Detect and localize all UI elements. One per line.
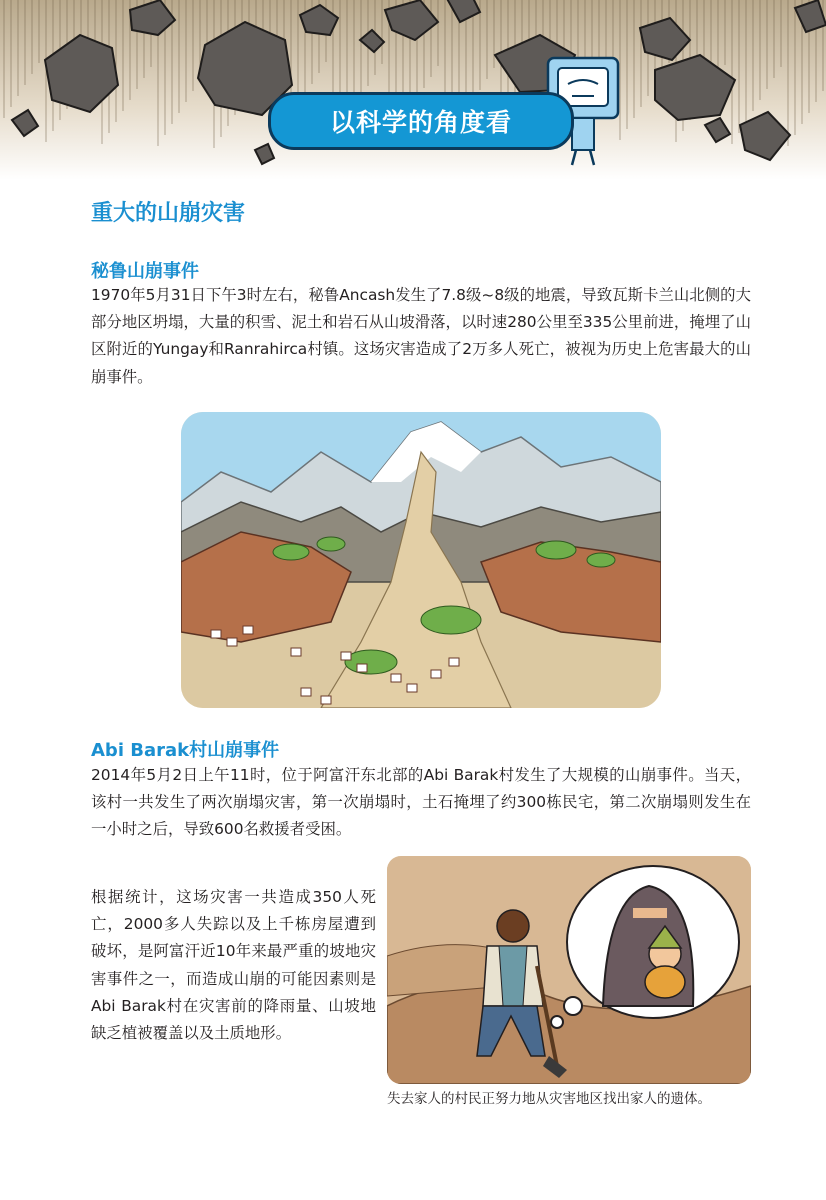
falling-rocks-illustration — [0, 0, 826, 180]
villager-searching-illustration — [387, 856, 751, 1084]
peru-paragraph: 1970年5月31日下午3时左右，秘鲁Ancash发生了7.8级~8级的地震，导致瓦斯卡兰山北侧的大部分地区坍塌，大量的积雪、泥土和岩石从山坡滑落，以时速280公里至335公里前进，掩埋了山区附近的Yungay和Ranrahirca村镇。这场灾害造成了2万多人死亡，被视为历史上危害最大的山崩事件。 — [91, 286, 751, 386]
badge-title: 以科学的角度看 — [329, 108, 512, 137]
peru-heading: 秘鲁山崩事件 — [91, 261, 199, 282]
abi-barak-paragraph-2: 根据统计，这场灾害一共造成350人死亡，2000多人失踪以及上千栋房屋遭到破坏，是阿富汗近10年来最严重的坡地灾害事件之一，而造成山崩的可能因素则是Abi Barak村在灾害前的降雨量、山坡地缺乏植被覆盖以及土质地形。 — [91, 888, 376, 1043]
section-title: 重大的山崩灾害 — [91, 201, 246, 226]
abi-barak-paragraph-1: 2014年5月2日上午11时，位于阿富汗东北部的Abi Barak村发生了大规模的山崩事件。当天，该村一共发生了两次崩塌灾害，第一次崩塌时，土石掩埋了约300栋民宅，第二次崩塌则发生在一小时之后，导致600名救援者受困。 — [91, 766, 751, 839]
mountain-landslide-illustration — [181, 412, 661, 708]
abi-barak-heading: Abi Barak村山崩事件 — [91, 740, 280, 761]
section-badge — [268, 92, 574, 150]
header-banner — [0, 0, 826, 180]
illustration-caption: 失去家人的村民正努力地从灾害地区找出家人的遗体。 — [387, 1091, 711, 1107]
